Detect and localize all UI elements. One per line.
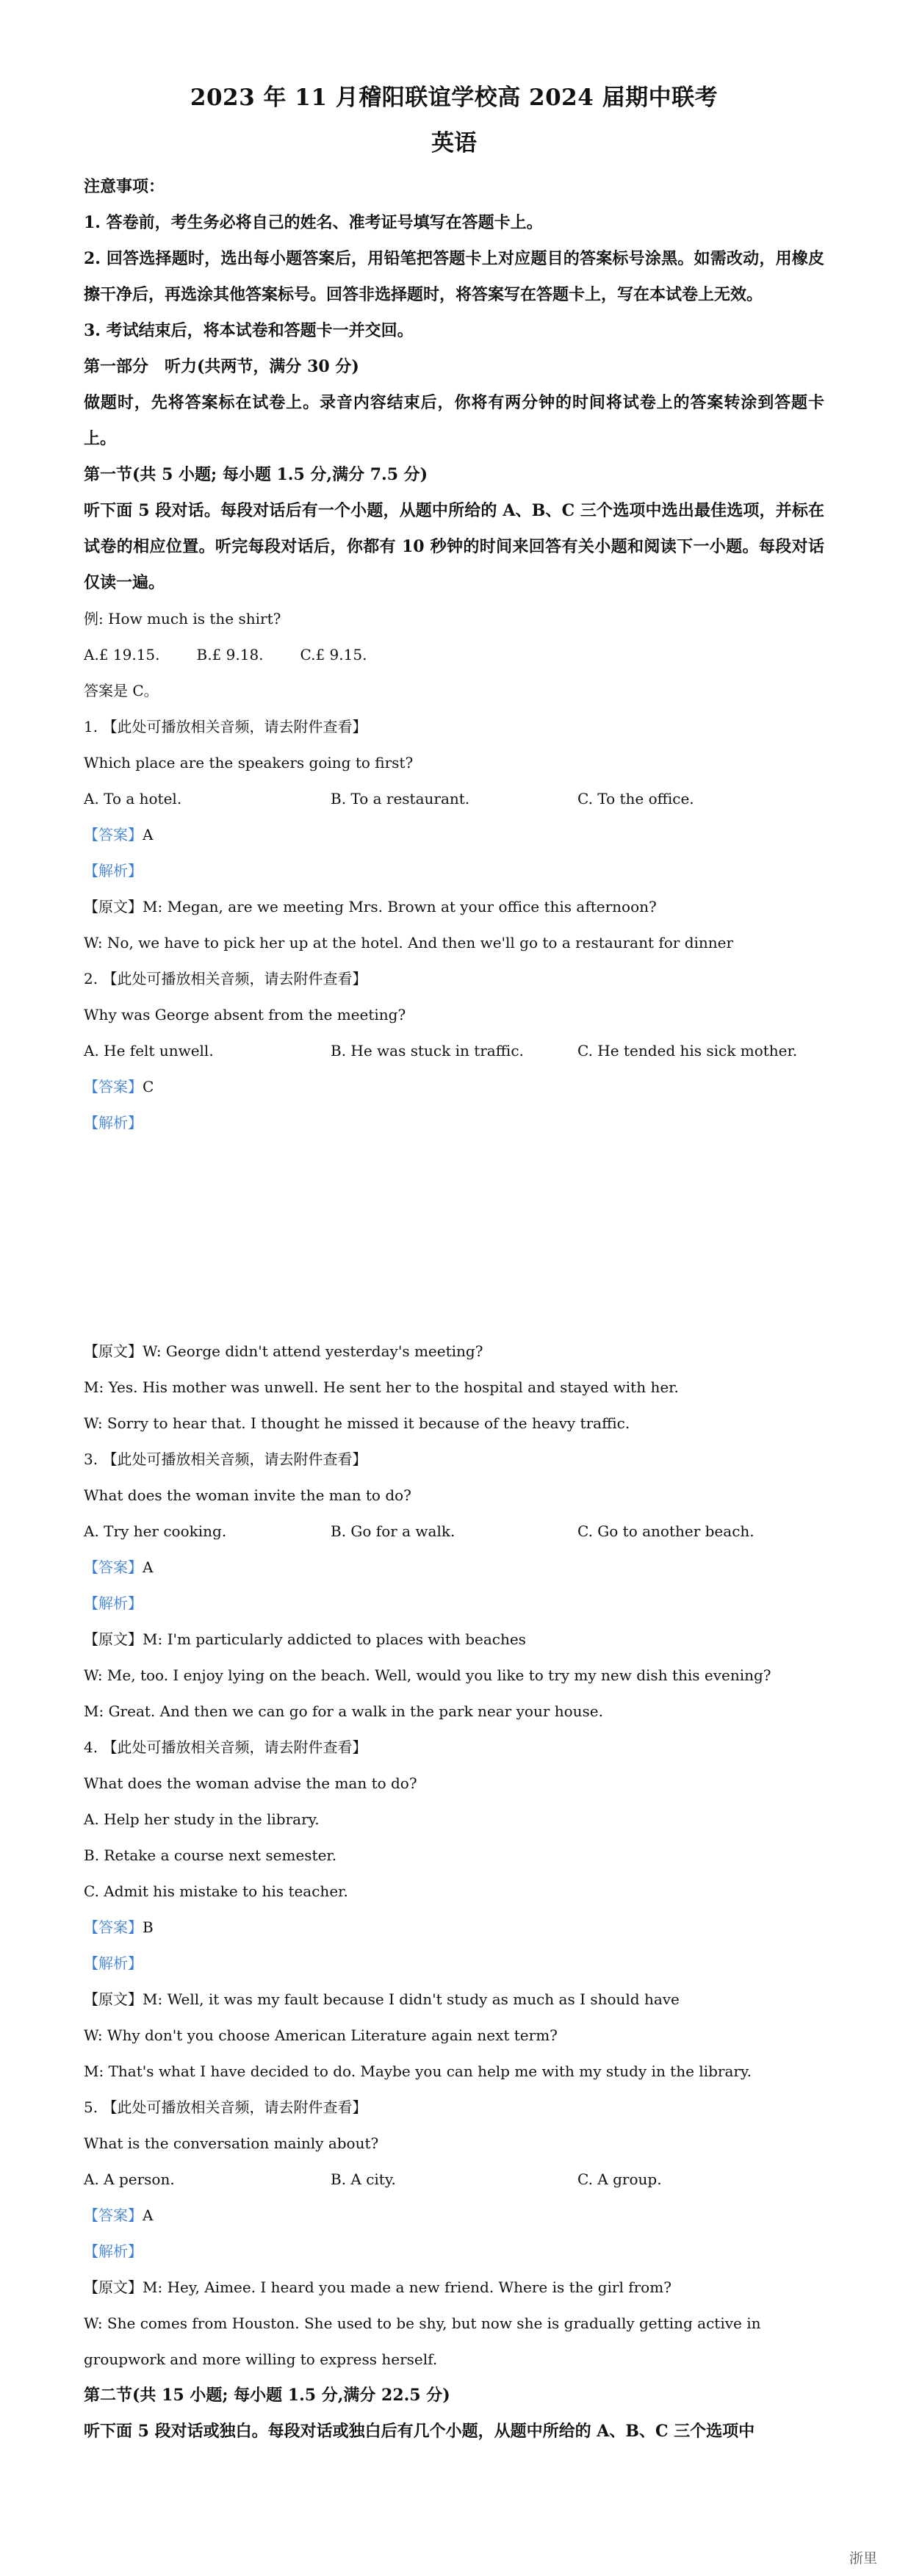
example-choices (84, 637, 824, 673)
choice-a: A. He felt unwell. (84, 1042, 214, 1059)
choice-b: B. A city. (331, 2170, 396, 2188)
blank-space (84, 1141, 824, 1334)
question-4 (84, 1730, 824, 2090)
answer-label: 【答案】 (84, 1918, 143, 1936)
question-choices (84, 781, 824, 817)
section1-heading: 第一节(共 5 小题; 每小题 1.5 分,满分 7.5 分) (84, 465, 428, 484)
choice-b: B. Go for a walk. (331, 1522, 455, 1540)
question-header[interactable]: 5. 【此处可播放相关音频，请去附件查看】 (84, 2098, 367, 2116)
answer-label: 【答案】 (84, 1078, 143, 1095)
transcript-label: 【原文】 (84, 1630, 143, 1648)
example-question: 例: How much is the shirt? (84, 610, 281, 627)
answer-label: 【答案】 (84, 826, 143, 843)
question-choices (84, 1514, 824, 1550)
transcript-line-2: W: She comes from Houston. She used to be shy, but now she is gradually getting active in groupwork and more willing to express herself. (84, 2314, 761, 2368)
question-2 (84, 961, 824, 1442)
example-choice-b: B.£ 9.18. (196, 646, 264, 663)
question-text: Why was George absent from the meeting? (84, 1006, 406, 1023)
choice-a: A. To a hotel. (84, 790, 182, 807)
transcript-label: 【原文】 (84, 2278, 143, 2296)
transcript-line-2: W: No, we have to pick her up at the hotel. And then we'll go to a restaurant for dinner (84, 934, 734, 951)
choice-c: C. He tended his sick mother. (577, 1042, 798, 1059)
choice-a: A. Try her cooking. (84, 1522, 227, 1540)
question-header[interactable]: 3. 【此处可播放相关音频，请去附件查看】 (84, 1450, 367, 1468)
question-choices (84, 2162, 824, 2198)
section1-instruction: 听下面 5 段对话。每段对话后有一个小题，从题中所给的 A、B、C 三个选项中选出最佳选项，并标在试卷的相应位置。听完每段对话后，你都有 10 秒钟的时间来回答有关小题和阅读下一小题。每段对话仅读一遍。 (84, 501, 824, 592)
transcript-line-1 (84, 2270, 824, 2306)
transcript-line-2: W: Me, too. I enjoy lying on the beach. Well, would you like to try my new dish this evening? (84, 1666, 771, 1684)
answer-value: A (143, 1558, 154, 1576)
example-answer: 答案是 C。 (84, 682, 159, 699)
choice-c: C. To the office. (577, 790, 694, 807)
question-3 (84, 1442, 824, 1730)
notice-item-3: 3. 考试结束后，将本试卷和答题卡一并交回。 (84, 321, 414, 340)
notice-item-1: 1. 答卷前，考生务必将自己的姓名、准考证号填写在答题卡上。 (84, 213, 543, 232)
transcript-line-1 (84, 1334, 824, 1370)
question-5 (84, 2090, 824, 2378)
transcript-line-1 (84, 1622, 824, 1658)
transcript-label: 【原文】 (84, 1990, 143, 2008)
question-text: Which place are the speakers going to first? (84, 754, 414, 771)
choice-c: C. Go to another beach. (577, 1522, 755, 1540)
answer-value: C (143, 1078, 154, 1095)
question-choices (84, 1033, 824, 1069)
part1-heading: 第一部分 听力(共两节，满分 30 分) (84, 357, 359, 376)
choice-a: A. A person. (84, 2170, 175, 2188)
question-header[interactable]: 4. 【此处可播放相关音频，请去附件查看】 (84, 1738, 367, 1756)
choice-c: C. Admit his mistake to his teacher. (84, 1882, 348, 1900)
question-1 (84, 709, 824, 961)
analysis-label: 【解析】 (84, 1594, 143, 1612)
question-text: What does the woman advise the man to do? (84, 1774, 417, 1792)
analysis-label: 【解析】 (84, 1954, 143, 1972)
question-text: What does the woman invite the man to do? (84, 1486, 411, 1504)
example-choice-c: C.£ 9.15. (300, 646, 367, 663)
transcript-text: M: Well, it was my fault because I didn't study as much as I should have (143, 1990, 680, 2008)
subject-title: 英语 (431, 130, 477, 156)
transcript-line-3: M: That's what I have decided to do. Maybe you can help me with my study in the library. (84, 2062, 752, 2080)
section2-instruction: 听下面 5 段对话或独白。每段对话或独白后有几个小题，从题中所给的 A、B、C 三个选项中 (84, 2422, 755, 2441)
answer-value: A (143, 826, 154, 843)
question-header[interactable]: 2. 【此处可播放相关音频，请去附件查看】 (84, 970, 367, 987)
page-title: 2023 年 11 月稽阳联谊学校高 2024 届期中联考 (190, 84, 719, 111)
choice-b: B. He was stuck in traffic. (331, 1042, 524, 1059)
answer-value: B (143, 1918, 154, 1936)
analysis-label: 【解析】 (84, 1114, 143, 1132)
question-text: What is the conversation mainly about? (84, 2134, 379, 2152)
answer-line (84, 817, 824, 853)
transcript-text: W: George didn't attend yesterday's meeting? (143, 1342, 483, 1360)
transcript-label: 【原文】 (84, 898, 143, 915)
notice-item-2: 2. 回答选择题时，选出每小题答案后，用铅笔把答题卡上对应题目的答案标号涂黑。如需改动，用橡皮擦干净后，再选涂其他答案标号。回答非选择题时，将答案写在答题卡上，写在本试卷上无效。 (84, 249, 824, 304)
example-choice-a: A.£ 19.15. (84, 646, 160, 663)
answer-line (84, 1550, 824, 1586)
choice-c: C. A group. (577, 2170, 662, 2188)
answer-label: 【答案】 (84, 2206, 143, 2224)
question-header[interactable]: 1. 【此处可播放相关音频，请去附件查看】 (84, 718, 367, 735)
transcript-line-2: M: Yes. His mother was unwell. He sent her to the hospital and stayed with her. (84, 1378, 679, 1396)
choice-b: B. To a restaurant. (331, 790, 470, 807)
notice-heading: 注意事项： (84, 177, 165, 196)
answer-line (84, 1069, 824, 1105)
transcript-text: M: Megan, are we meeting Mrs. Brown at your office this afternoon? (143, 898, 657, 915)
transcript-line-3: M: Great. And then we can go for a walk in the park near your house. (84, 1702, 604, 1720)
answer-value: A (143, 2206, 154, 2224)
transcript-line-3: W: Sorry to hear that. I thought he missed it because of the heavy traffic. (84, 1414, 630, 1432)
analysis-label: 【解析】 (84, 862, 143, 879)
page-footer: 浙里 (849, 2550, 877, 2566)
transcript-text: M: I'm particularly addicted to places with beaches (143, 1630, 526, 1648)
transcript-line-2: W: Why don't you choose American Literature again next term? (84, 2026, 558, 2044)
transcript-text: M: Hey, Aimee. I heard you made a new friend. Where is the girl from? (143, 2278, 671, 2296)
choice-b: B. Retake a course next semester. (84, 1846, 337, 1864)
transcript-label: 【原文】 (84, 1342, 143, 1360)
answer-line (84, 1910, 824, 1946)
transcript-line-1 (84, 1982, 824, 2018)
choice-a: A. Help her study in the library. (84, 1810, 320, 1828)
answer-label: 【答案】 (84, 1558, 143, 1576)
analysis-label: 【解析】 (84, 2242, 143, 2260)
section2-heading: 第二节(共 15 小题; 每小题 1.5 分,满分 22.5 分) (84, 2386, 450, 2405)
part1-instruction: 做题时，先将答案标在试卷上。录音内容结束后，你将有两分钟的时间将试卷上的答案转涂到答题卡上。 (84, 393, 824, 448)
transcript-line-1 (84, 889, 824, 925)
answer-line (84, 2198, 824, 2234)
